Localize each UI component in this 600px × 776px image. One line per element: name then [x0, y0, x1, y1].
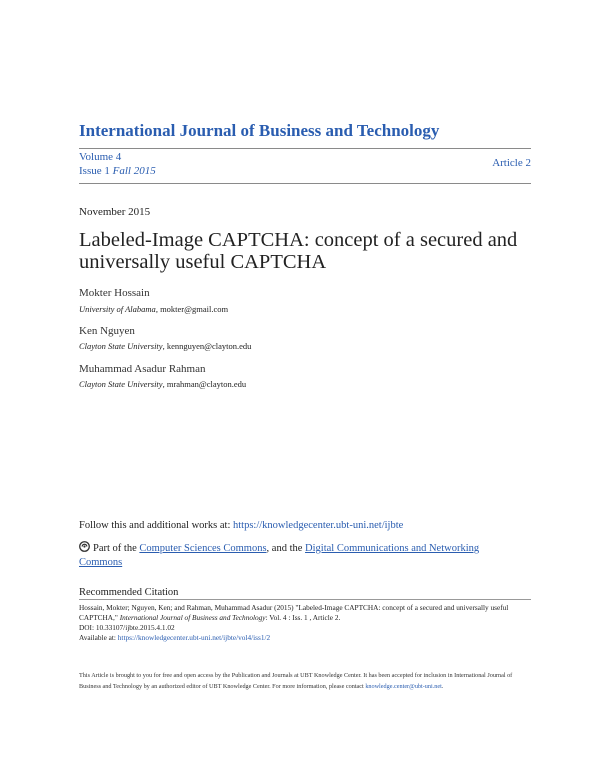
follow-link[interactable]: https://knowledgecenter.ubt-uni.net/ijbte — [233, 520, 404, 531]
author-affiliation — [79, 304, 228, 314]
issue-link[interactable] — [79, 165, 156, 177]
article-link[interactable]: Article 2 — [492, 157, 531, 169]
footer-text: This Article is brought to you for free and open access by the Publication and Journals at UBT Knowledge Center. It has been accepted for inclusion in International Journal of Business and Technology by an authorized editor of UBT Knowledge Center. For more information, please contact — [79, 672, 513, 690]
footer-notice — [79, 671, 529, 692]
journal-title[interactable]: International Journal of Business and Technology — [79, 121, 440, 140]
publication-date: November 2015 — [79, 206, 151, 218]
header-divider-bottom — [79, 183, 531, 184]
author-name: Mokter Hossain — [79, 287, 150, 299]
contact-email-link[interactable]: knowledge.center@ubt-uni.net — [365, 682, 442, 690]
author-institution: Clayton State University — [79, 379, 163, 389]
citation-text — [79, 603, 529, 643]
commons-icon — [79, 541, 90, 552]
commons-link-digital-communications[interactable]: Digital Communications and Networking Commons — [79, 543, 480, 568]
author-affiliation — [79, 341, 251, 351]
author-name: Muhammad Asadur Rahman — [79, 363, 206, 375]
citation-available-label: Available at: — [79, 633, 118, 642]
volume-link[interactable]: Volume 4 — [79, 151, 122, 163]
commons-link-computer-sciences[interactable]: Computer Sciences Commons — [139, 543, 267, 554]
author-institution: Clayton State University — [79, 341, 163, 351]
follow-text: Follow this and additional works at: — [79, 520, 233, 531]
citation-divider — [79, 599, 531, 600]
citation-doi: DOI: 10.33107/ijbte.2015.4.1.02 — [79, 623, 175, 632]
issue-label[interactable]: Issue 1 — [79, 165, 110, 177]
author-affiliation — [79, 379, 246, 389]
part-of-line — [79, 541, 519, 570]
citation-journal: International Journal of Business and Technology — [119, 613, 266, 622]
author-name: Ken Nguyen — [79, 325, 135, 337]
author-email: , mokter@gmail.com — [155, 304, 229, 314]
header-divider-top — [79, 148, 531, 149]
footer-end: . — [441, 682, 444, 690]
and-text: , and the — [266, 543, 306, 554]
recommended-citation-heading: Recommended Citation — [79, 587, 179, 598]
citation-authors: Hossain, Mokter; Nguyen, Ken; and Rahman, Muhammad Asadur (2015) "Labeled-Image CAPTCHA: concept of a secured and universally useful CAPTCHA," — [79, 603, 509, 622]
paper-title: Labeled-Image CAPTCHA: concept of a secured and universally useful CAPTCHA — [79, 229, 518, 273]
follow-line — [79, 520, 403, 531]
part-of-text: Part of the — [93, 543, 140, 554]
season-label[interactable]: Fall 2015 — [112, 165, 156, 177]
author-institution: University of Alabama — [79, 304, 156, 314]
citation-details: : Vol. 4 : Iss. 1 , Article 2. — [265, 613, 341, 622]
author-email: , mrahman@clayton.edu — [162, 379, 247, 389]
citation-url-link[interactable]: https://knowledgecenter.ubt-uni.net/ijbte/vol4/iss1/2 — [117, 633, 271, 642]
author-email: , kennguyen@clayton.edu — [162, 341, 252, 351]
